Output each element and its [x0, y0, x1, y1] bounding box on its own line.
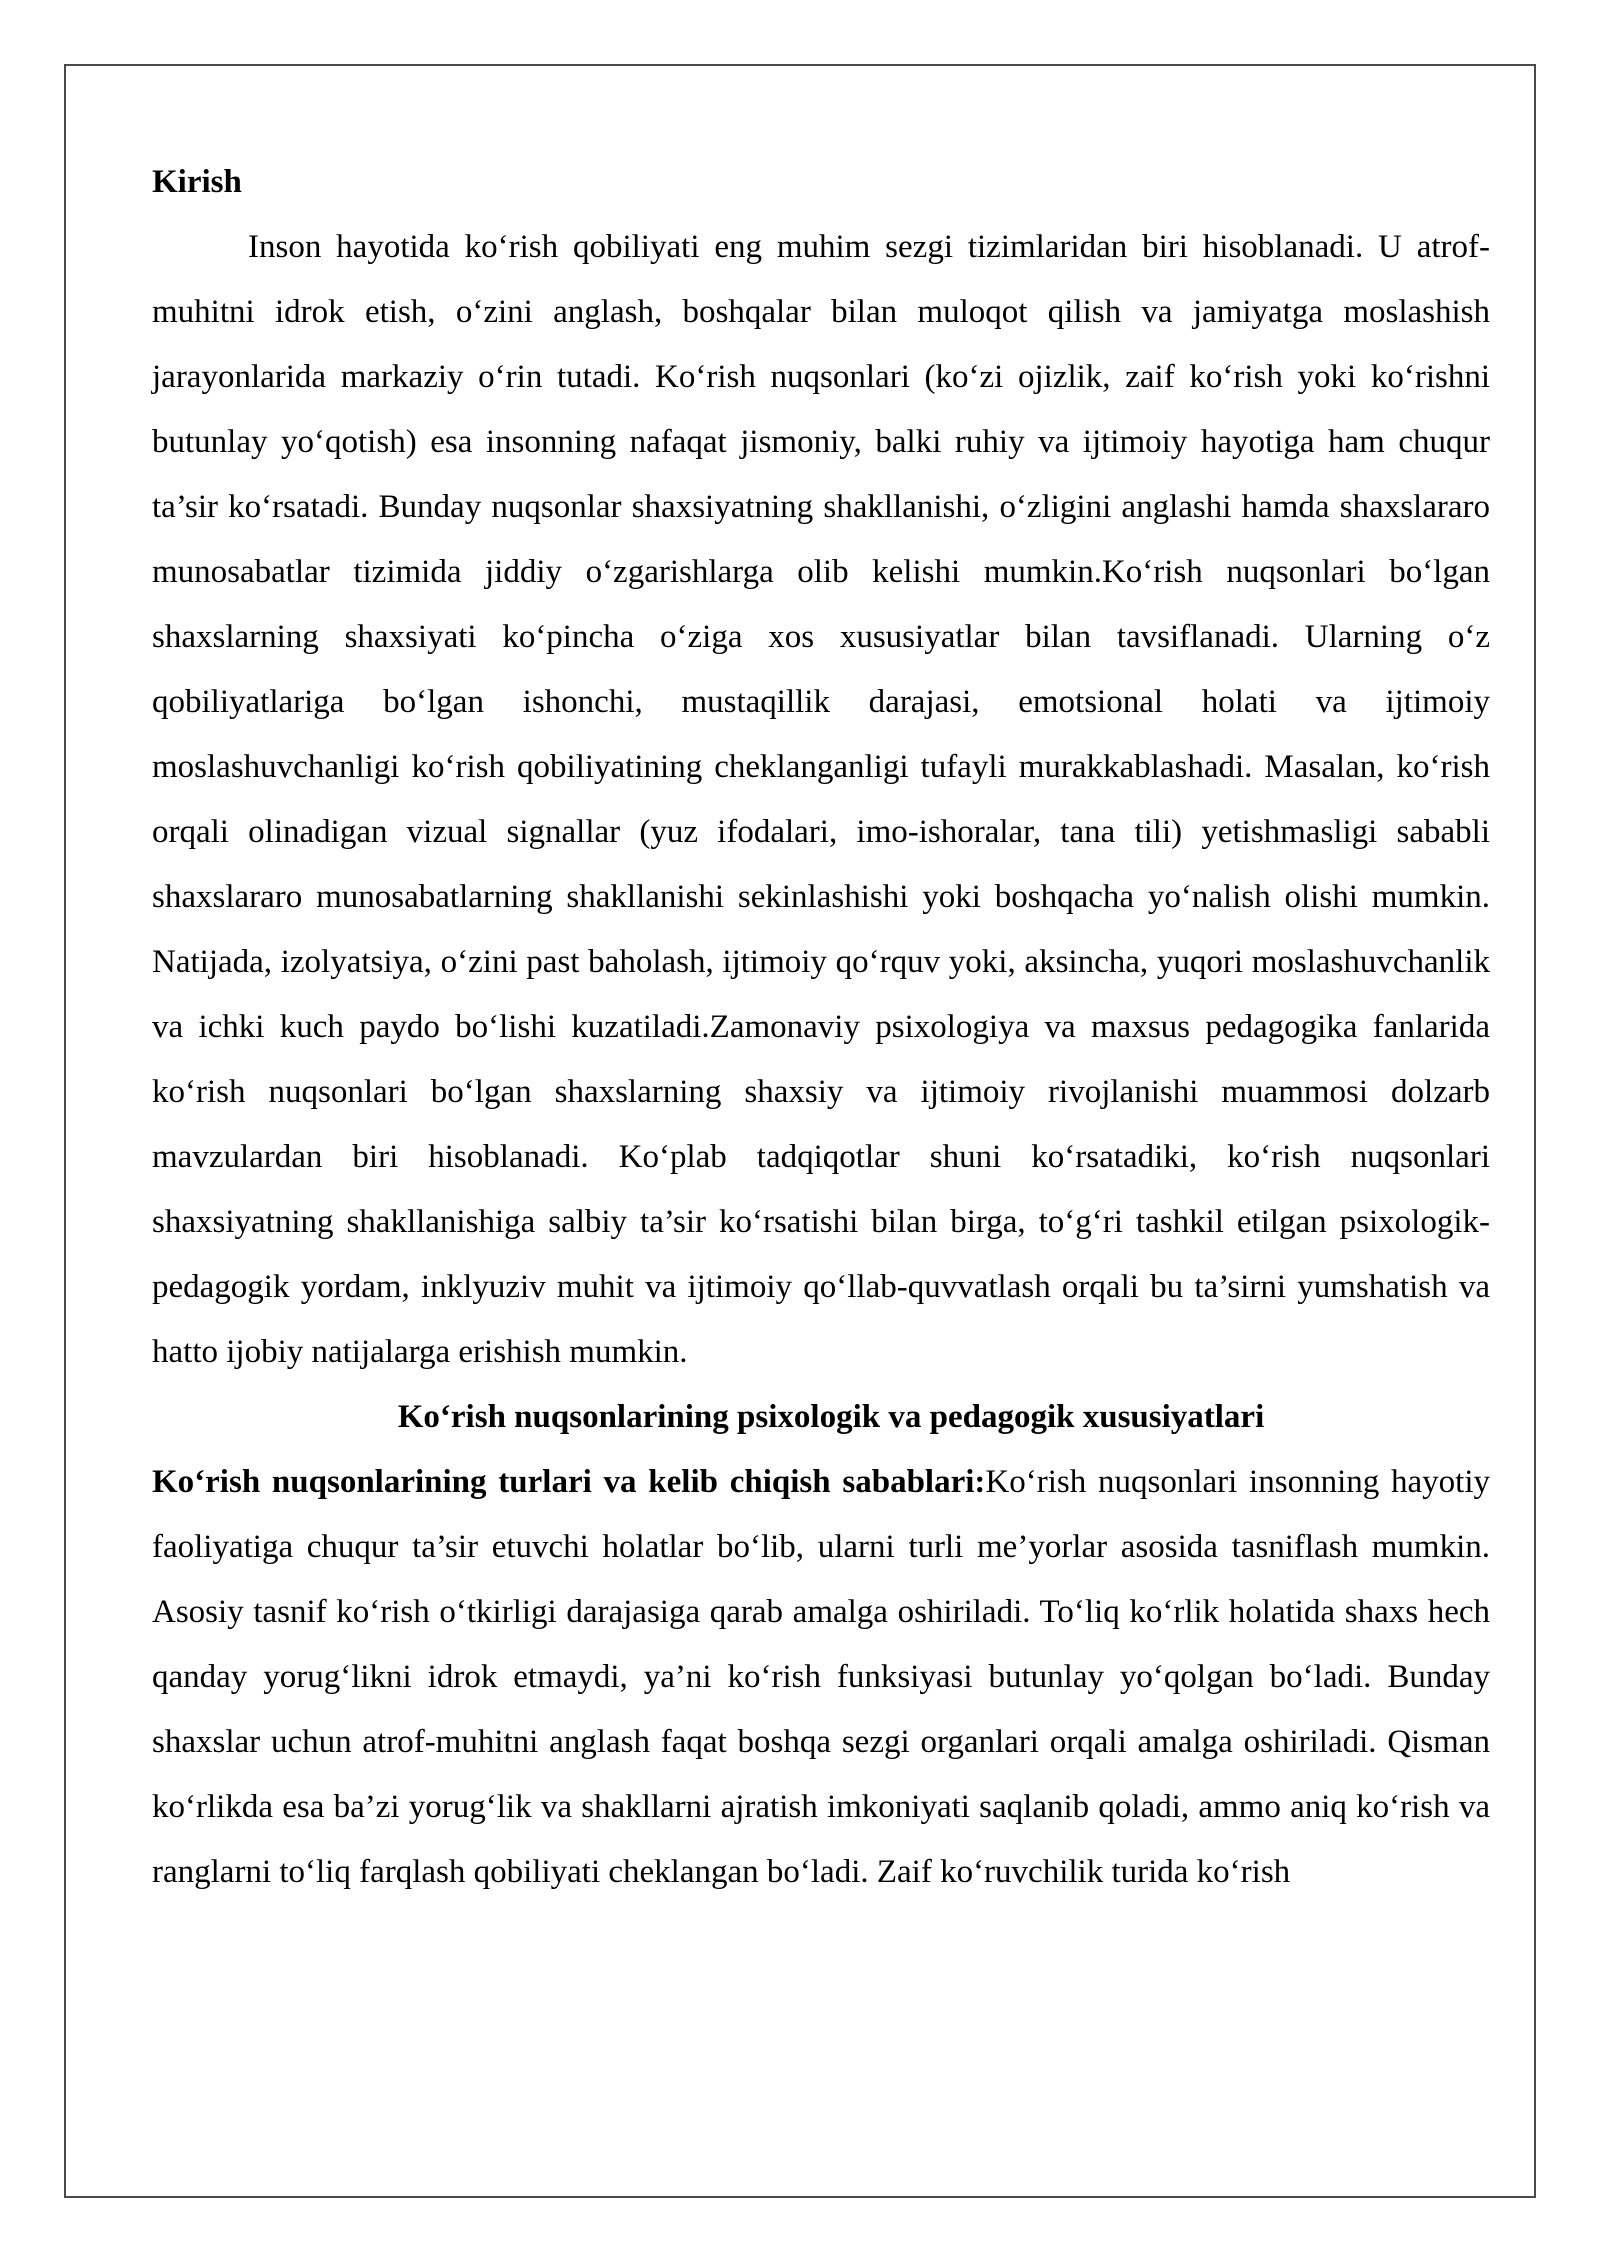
intro-paragraph: Inson hayotida ko‘rish qobiliyati eng muhim sezgi tizimlaridan biri hisoblanadi. U atrof-muhitni idrok etish, o‘zini anglash, boshqalar bilan muloqot qilish va jamiyatga moslashish jarayonlarida markaziy o‘rin tutadi. Ko‘rish nuqsonlari (ko‘zi ojizlik, zaif ko‘rish yoki ko‘rishni butunlay yo‘qotish) esa insonning nafaqat jismoniy, balki ruhiy va ijtimoiy hayotiga ham chuqur ta’sir ko‘rsatadi. Bunday nuqsonlar shaxsiyatning shakllanishi, o‘zligini anglashi hamda shaxslararo munosabatlar tizimida jiddiy o‘zgarishlarga olib kelishi mumkin.Ko‘rish nuqsonlari bo‘lgan shaxslarning shaxsiyati ko‘pincha o‘ziga xos xususiyatlar bilan tavsiflanadi. Ularning o‘z qobiliyatlariga bo‘lgan ishonchi, mustaqillik darajasi, emotsional holati va ijtimoiy moslashuvchanligi ko‘rish qobiliyatining cheklanganligi tufayli murakkablashadi. Masalan, ko‘rish orqali olinadigan vizual signallar (yuz ifodalari, imo-ishoralar, tana tili) yetishmasligi sababli shaxslararo munosabatlarning shakllanishi sekinlashishi yoki boshqacha yo‘nalish olishi mumkin. Natijada, izolyatsiya, o‘zini past baholash, ijtimoiy qo‘rquv yoki, aksincha, yuqori moslashuvchanlik va ichki kuch paydo bo‘lishi kuzatiladi.Zamonaviy psixologiya va maxsus pedagogika fanlarida ko‘rish nuqsonlari bo‘lgan shaxslarning shaxsiy va ijtimoiy rivojlanishi muammosi dolzarb mavzulardan biri hisoblanadi. Ko‘plab tadqiqotlar shuni ko‘rsatadiki, ko‘rish nuqsonlari shaxsiyatning shakllanishiga salbiy ta’sir ko‘rsatishi bilan birga, to‘g‘ri tashkil etilgan psixologik-pedagogik yordam, inklyuziv muhit va ijtimoiy qo‘llab-quvvatlash orqali bu ta’sirni yumshatish va hatto ijobiy natijalarga erishish mumkin.	[152, 229, 1490, 1370]
heading-kirish: Kirish	[152, 164, 242, 200]
section-paragraph-text: Ko‘rish nuqsonlari insonning hayotiy faoliyatiga chuqur ta’sir etuvchi holatlar bo‘lib, ularni turli me’yorlar asosida tasniflash mumkin. Asosiy tasnif ko‘rish o‘tkirligi darajasiga qarab amalga oshiriladi. To‘liq ko‘rlik holatida shaxs hech qanday yorug‘likni idrok etmaydi, ya’ni ko‘rish funksiyasi butunlay yo‘qolgan bo‘ladi. Bunday shaxslar uchun atrof-muhitni anglash faqat boshqa sezgi organlari orqali amalga oshiriladi. Qisman ko‘rlikda esa ba’zi yorug‘lik va shakllarni ajratish imkoniyati saqlanib qoladi, ammo aniq ko‘rish va ranglarni to‘liq farqlash qobiliyati cheklangan bo‘ladi. Zaif ko‘ruvchilik turida ko‘rish	[152, 1464, 1490, 1890]
section-lead: Ko‘rish nuqsonlarining turlari va kelib chiqish sabablari:	[152, 1464, 986, 1500]
section-paragraph	[152, 1450, 1490, 1905]
document-body	[152, 150, 1490, 1905]
section-title: Ko‘rish nuqsonlarining psixologik va pedagogik xususiyatlari	[397, 1399, 1265, 1435]
